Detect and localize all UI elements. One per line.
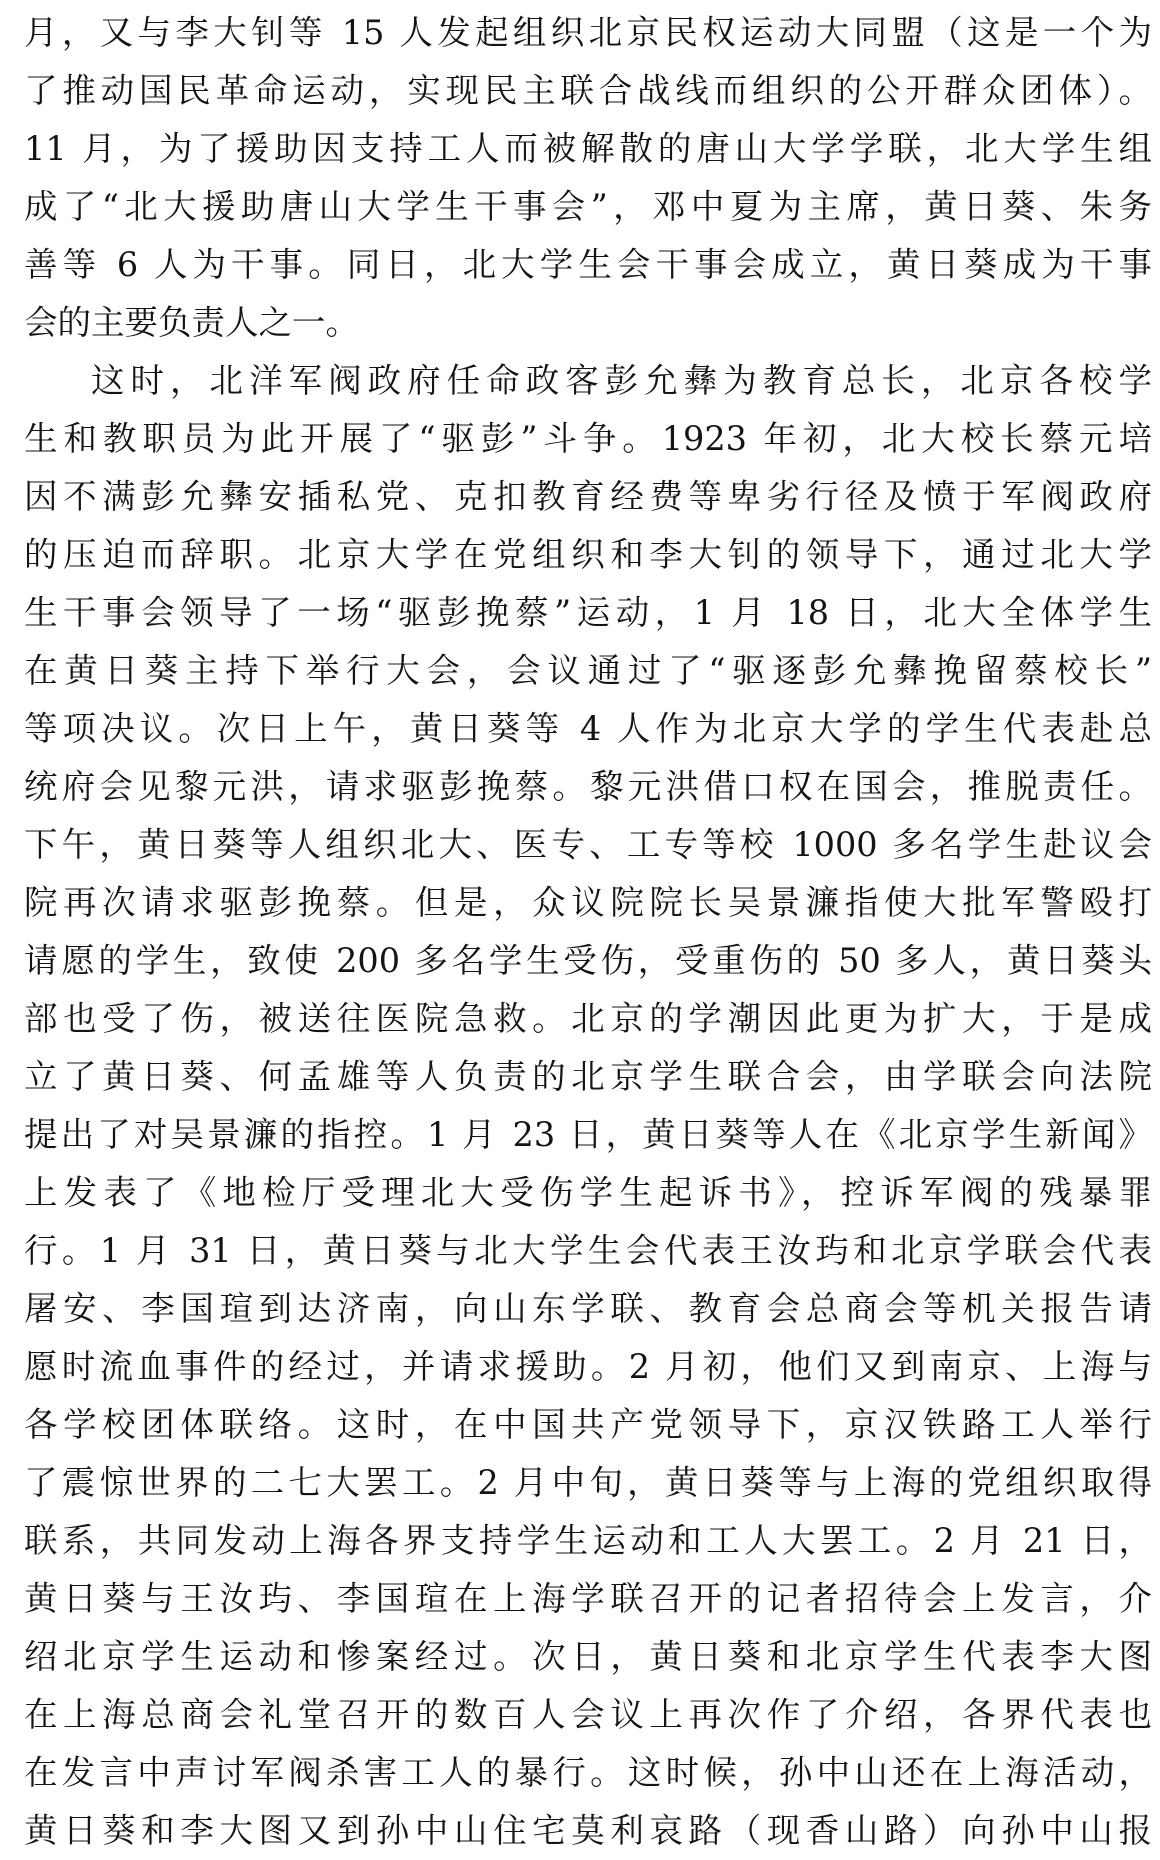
text-line: 这时，北洋军阀政府任命政客彭允彝为教育总长，北京各校学 xyxy=(91,361,1152,400)
text-line: 成了“北大援助唐山大学生干事会”，邓中夏为主席，黄日葵、朱务 xyxy=(24,187,1152,226)
text-line: 月，又与李大钊等 15 人发起组织北京民权运动大同盟（这是一个为 xyxy=(24,13,1152,52)
text-line: 请愿的学生，致使 200 多名学生受伤，受重伤的 50 多人，黄日葵头 xyxy=(24,941,1152,980)
text-line: 行。1 月 31 日，黄日葵与北大学生会代表王汝玙和北京学联会代表 xyxy=(24,1231,1152,1270)
text-line: 院再次请求驱彭挽蔡。但是，众议院院长吴景濂指使大批军警殴打 xyxy=(24,883,1152,922)
text-line: 11 月，为了援助因支持工人而被解散的唐山大学学联，北大学生组 xyxy=(24,129,1152,168)
text-line: 了推动国民革命运动，实现民主联合战线而组织的公开群众团体）。 xyxy=(24,71,1152,110)
text-line: 部也受了伤，被送往医院急救。北京的学潮因此更为扩大，于是成 xyxy=(24,999,1152,1038)
text-line: 生和教职员为此开展了“驱彭”斗争。1923 年初，北大校长蔡元培 xyxy=(24,419,1152,458)
text-line: 在上海总商会礼堂召开的数百人会议上再次作了介绍，各界代表也 xyxy=(24,1695,1152,1734)
text-line: 愿时流血事件的经过，并请求援助。2 月初，他们又到南京、上海与 xyxy=(24,1347,1152,1386)
text-line: 联系，共同发动上海各界支持学生运动和工人大罢工。2 月 21 日， xyxy=(24,1521,1152,1560)
document-page xyxy=(24,4,1152,1860)
text-line: 生干事会领导了一场“驱彭挽蔡”运动，1 月 18 日，北大全体学生 xyxy=(24,593,1152,632)
text-line: 黄日葵和李大图又到孙中山住宅莫利哀路（现香山路）向孙中山报 xyxy=(24,1811,1152,1850)
text-line: 下午，黄日葵等人组织北大、医专、工专等校 1000 多名学生赴议会 xyxy=(24,825,1152,864)
text-line: 各学校团体联络。这时，在中国共产党领导下，京汉铁路工人举行 xyxy=(24,1405,1152,1444)
text-line: 上发表了《地检厅受理北大受伤学生起诉书》，控诉军阀的残暴罪 xyxy=(24,1173,1152,1212)
text-line: 在黄日葵主持下举行大会，会议通过了“驱逐彭允彝挽留蔡校长” xyxy=(24,651,1152,690)
text-line: 在发言中声讨军阀杀害工人的暴行。这时候，孙中山还在上海活动， xyxy=(24,1753,1152,1792)
text-line: 提出了对吴景濂的指控。1 月 23 日，黄日葵等人在《北京学生新闻》 xyxy=(24,1115,1152,1154)
text-line: 黄日葵与王汝玙、李国瑄在上海学联召开的记者招待会上发言，介 xyxy=(24,1579,1152,1618)
text-line: 统府会见黎元洪，请求驱彭挽蔡。黎元洪借口权在国会，推脱责任。 xyxy=(24,767,1152,806)
text-line: 等项决议。次日上午，黄日葵等 4 人作为北京大学的学生代表赴总 xyxy=(24,709,1152,748)
text-line: 立了黄日葵、何孟雄等人负责的北京学生联合会，由学联会向法院 xyxy=(24,1057,1152,1096)
text-line: 善等 6 人为干事。同日，北大学生会干事会成立，黄日葵成为干事 xyxy=(24,245,1152,284)
text-line: 因不满彭允彝安插私党、克扣教育经费等卑劣行径及愤于军阀政府 xyxy=(24,477,1152,516)
text-line: 屠安、李国瑄到达济南，向山东学联、教育会总商会等机关报告请 xyxy=(24,1289,1152,1328)
text-line: 的压迫而辞职。北京大学在党组织和李大钊的领导下，通过北大学 xyxy=(24,535,1152,574)
text-line: 了震惊世界的二七大罢工。2 月中旬，黄日葵等与上海的党组织取得 xyxy=(24,1463,1152,1502)
text-line: 会的主要负责人之一。 xyxy=(24,303,359,342)
text-line: 绍北京学生运动和惨案经过。次日，黄日葵和北京学生代表李大图 xyxy=(24,1637,1152,1676)
